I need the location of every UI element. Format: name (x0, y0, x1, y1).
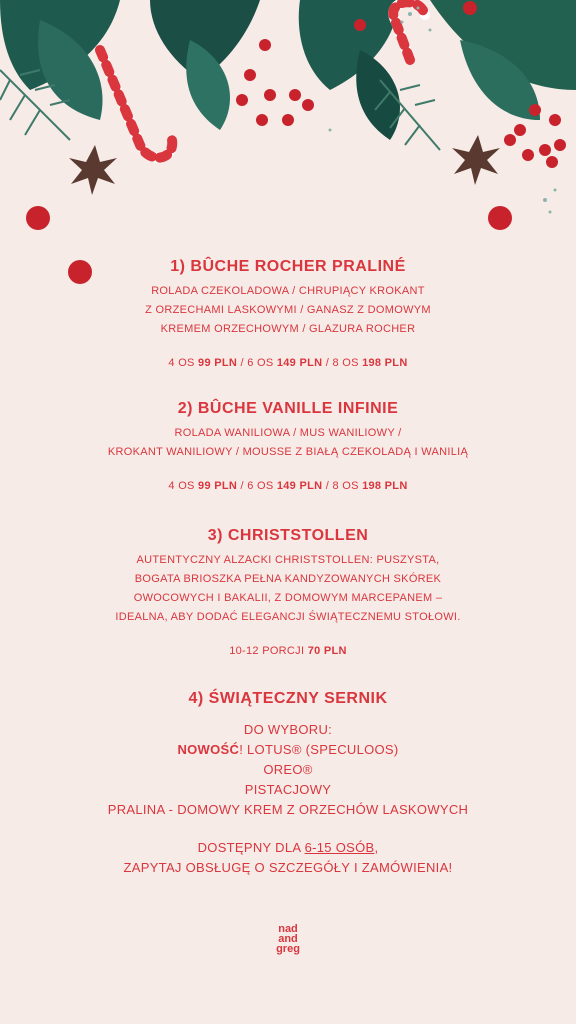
item-price: 4 OS 99 PLN / 6 OS 149 PLN / 8 OS 198 PLN (168, 357, 408, 369)
sernik-options: DO WYBORU: NOWOŚĆ! LOTUS® (SPECULOOS) OREO® PISTACJOWY PRALINA - DOMOWY KREM Z ORZECHÓW LASKOWYCH (107, 722, 469, 817)
item-description: ROLADA WANILIOWA / MUS WANILIOWY / KROKANT WANILIOWY / MOUSSE Z BIAŁĄ CZEKOLADĄ I WANILIĄ (107, 427, 469, 458)
item-title: 3) CHRISTSTOLLEN (207, 527, 369, 544)
item-title: 2) BÛCHE VANILLE INFINIE (177, 400, 399, 417)
item-description: AUTENTYCZNY ALZACKI CHRISTSTOLLEN: PUSZYSTA, BOGATA BRIOSZKA PEŁNA KANDYZOWANYCH SKÓREK OWOCOWYCH I BAKALII, Z DOMOWYM MARCEPANEM – IDEALNA, ABY DODAĆ ELEGANCJI ŚWIĄTECZNEMU STOŁOWI. (115, 554, 461, 623)
item-price: 10-12 PORCJI 70 PLN (229, 645, 347, 657)
christmas-decoration (0, 0, 576, 290)
item-title: 1) BÛCHE ROCHER PRALINÉ (170, 258, 406, 275)
item-buche-rocher (0, 258, 576, 369)
new-badge: NOWOŚĆ (177, 742, 240, 757)
item-description: ROLADA CZEKOLADOWA / CHRUPIĄCY KROKANT Z ORZECHAMI LASKOWYMI / GANASZ Z DOMOWYM KREMEM ORZECHOWYM / GLAZURA ROCHER (145, 285, 431, 335)
sernik-availability: DOSTĘPNY DLA 6-15 OSÓB, ZAPYTAJ OBSŁUGĘ O SZCZEGÓŁY I ZAMÓWIENIA! (123, 840, 453, 875)
item-title: 4) ŚWIĄTECZNY SERNIK (188, 690, 388, 707)
item-sernik (0, 690, 576, 878)
item-price: 4 OS 99 PLN / 6 OS 149 PLN / 8 OS 198 PLN (168, 480, 408, 492)
item-christstollen (0, 527, 576, 657)
item-buche-vanille (0, 400, 576, 492)
brand-logo: nad and greg (276, 923, 300, 955)
